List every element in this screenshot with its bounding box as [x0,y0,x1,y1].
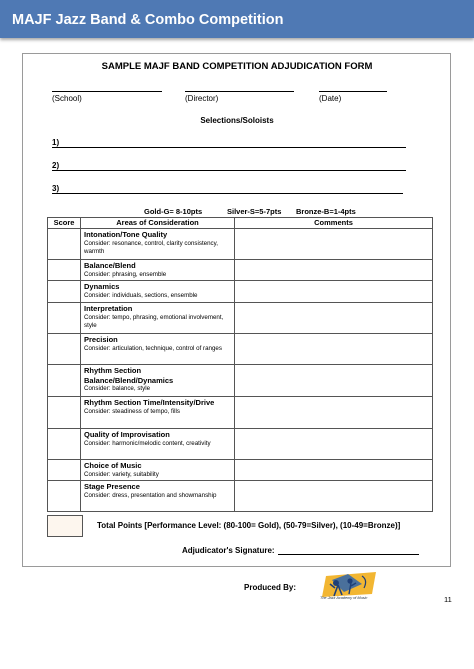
area-cell [81,429,235,460]
score-cell[interactable] [48,429,81,460]
area-description: Consider: balance, style [84,385,151,392]
comments-cell[interactable] [235,460,433,481]
score-cell[interactable] [48,365,81,397]
area-description: Consider: articulation, technique, control of ranges [84,344,222,352]
comments-cell[interactable] [235,397,433,429]
comments-cell[interactable] [235,429,433,460]
area-description: Consider: phrasing, ensemble [84,270,167,278]
table-header-row [48,218,433,229]
logo-caption: The Jazz Academy of Music [320,596,368,600]
area-cell [81,365,235,397]
score-cell[interactable] [48,229,81,260]
adjudicator-signature-line[interactable] [278,554,419,555]
school-label: (School) [52,94,82,103]
table-row [48,481,433,512]
area-cell [81,229,235,260]
area-cell [81,481,235,512]
gold-level-legend: Gold-G= 8-10pts [144,207,203,216]
bronze-level-legend: Bronze-B=1-4pts [296,207,356,216]
area-cell [81,303,235,334]
comments-cell[interactable] [235,281,433,303]
area-description: Consider: variety, suitability [84,470,159,478]
total-points-label: Total Points [Performance Level: (80-100= Gold), (50-79=Silver), (10-49=Bronze)] [97,521,401,530]
director-line[interactable] [185,91,294,92]
areas-header: Areas of Consideration [81,218,235,229]
area-description: Consider: harmonic/melodic content, creativity [84,439,211,447]
table-row [48,229,433,260]
area-description: Consider: individuals, sections, ensemble [84,291,198,299]
area-name: Quality of Improvisation [84,430,170,439]
director-label: (Director) [185,94,219,103]
area-name: Precision [84,335,118,344]
score-cell[interactable] [48,481,81,512]
score-cell[interactable] [48,303,81,334]
comments-cell[interactable] [235,303,433,334]
produced-by-label: Produced By: [244,583,297,592]
page-number: 11 [444,595,452,604]
selection-entry-3-number: 3) [52,184,60,193]
table-row [48,460,433,481]
area-description: Consider: steadiness of tempo, fills [84,407,180,415]
area-name: Intonation/Tone Quality [84,230,168,239]
score-cell[interactable] [48,334,81,365]
score-cell[interactable] [48,460,81,481]
total-points-box[interactable] [47,515,83,537]
adjudication-table [47,217,433,512]
area-name: Rhythm Section Balance/Blend/Dynamics [84,366,174,385]
area-cell [81,334,235,365]
comments-cell[interactable] [235,334,433,365]
table-row [48,397,433,429]
selection-entry-1-line[interactable] [52,147,406,148]
area-description: Consider: resonance, control, clarity consistency, warmth [84,239,219,255]
silver-level-legend: Silver-S=5-7pts [227,207,282,216]
area-name: Stage Presence [84,482,140,491]
area-name: Choice of Music [84,461,142,470]
area-name: Dynamics [84,282,120,291]
school-line[interactable] [52,91,162,92]
table-row [48,281,433,303]
area-cell [81,260,235,281]
area-cell [81,460,235,481]
score-cell[interactable] [48,397,81,429]
score-header: Score [48,218,81,229]
score-cell[interactable] [48,281,81,303]
area-description: Consider: tempo, phrasing, emotional involvement, style [84,313,224,329]
header-title: MAJF Jazz Band & Combo Competition [12,12,284,28]
date-line[interactable] [319,91,387,92]
date-label: (Date) [319,94,342,103]
adjudicator-signature-label: Adjudicator's Signature: [182,546,275,555]
comments-cell[interactable] [235,365,433,397]
area-name: Interpretation [84,304,133,313]
header-bar [0,0,474,38]
area-cell [81,281,235,303]
area-cell [81,397,235,429]
table-row [48,260,433,281]
score-cell[interactable] [48,260,81,281]
table-row [48,303,433,334]
table-row [48,365,433,397]
comments-cell[interactable] [235,481,433,512]
area-name: Balance/Blend [84,261,136,270]
selection-entry-2-number: 2) [52,161,60,170]
selection-entry-1-number: 1) [52,138,60,147]
area-name: Rhythm Section Time/Intensity/Drive [84,398,215,407]
form-title: SAMPLE MAJF BAND COMPETITION ADJUDICATION FORM [101,61,373,72]
selections-heading: Selections/Soloists [200,116,274,125]
comments-cell[interactable] [235,229,433,260]
table-row [48,334,433,365]
table-row [48,429,433,460]
comments-cell[interactable] [235,260,433,281]
area-description: Consider: dress, presentation and showmanship [84,491,217,499]
comments-header: Comments [235,218,433,229]
selection-entry-3-line[interactable] [52,193,403,194]
selection-entry-2-line[interactable] [52,170,406,171]
